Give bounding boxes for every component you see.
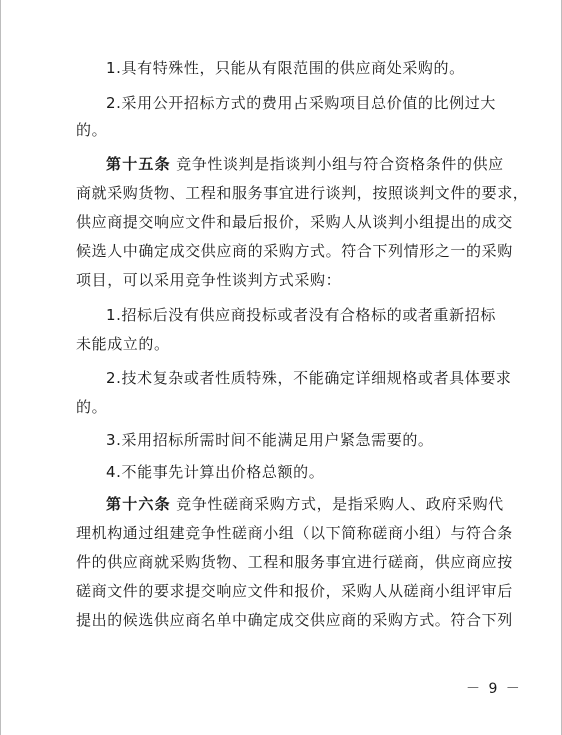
article-number: 第十五条 (106, 155, 171, 173)
text-line (76, 212, 513, 232)
text-segment: 候选人中确定成交供应商的采购方式。符合下列情形之一的采购 (76, 242, 513, 260)
text-line (76, 183, 528, 203)
text-line (76, 552, 513, 572)
text-line (106, 93, 496, 113)
text-line (76, 270, 341, 290)
text-line (106, 58, 465, 78)
text-line (76, 120, 107, 140)
text-segment: 磋商文件的要求提交响应文件和报价，采购人从磋商小组评审后 (76, 582, 513, 600)
text-segment: 的。 (76, 121, 108, 139)
article-heading-line (106, 494, 504, 514)
text-segment: 2.采用公开招标方式的费用占采购项目总价值的比例过大 (106, 94, 496, 112)
text-segment: 商就采购货物、工程和服务事宜进行谈判，按照谈判文件的要求， (76, 184, 529, 202)
text-segment: 1.招标后没有供应商投标或者没有合格标的或者重新招标 (106, 306, 496, 324)
text-segment: 提出的候选供应商名单中确定成交供应商的采购方式。符合下列 (76, 611, 513, 629)
text-line (76, 523, 513, 543)
text-segment: 竞争性磋商采购方式，是指采购人、政府采购代 (170, 495, 504, 513)
text-line (76, 397, 107, 417)
text-line (106, 430, 434, 450)
text-segment: 件的供应商就采购货物、工程和服务事宜进行磋商，供应商应按 (76, 553, 513, 571)
text-line (106, 462, 324, 482)
text-segment: 4.不能事先计算出价格总额的。 (106, 463, 325, 481)
text-segment: 竞争性谈判是指谈判小组与符合资格条件的供应 (170, 155, 504, 173)
text-segment: 供应商提交响应文件和最后报价，采购人从谈判小组提出的成交 (76, 213, 513, 231)
text-segment: 2.技术复杂或者性质特殊，不能确定详细规格或者具体要求 (106, 369, 512, 387)
text-segment: 项目，可以采用竞争性谈判方式采购： (76, 271, 342, 289)
text-line (76, 610, 513, 630)
text-segment: 3.采用招标所需时间不能满足用户紧急需要的。 (106, 431, 434, 449)
text-segment: 1.具有特殊性，只能从有限范围的供应商处采购的。 (106, 59, 465, 77)
text-segment: 理机构通过组建竞争性磋商小组（以下简称磋商小组）与符合条 (76, 524, 513, 542)
article-number: 第十六条 (106, 495, 171, 513)
page-number: － 9 － (466, 681, 522, 697)
text-line (76, 334, 170, 354)
text-segment: 未能成立的。 (76, 335, 170, 353)
text-line (76, 581, 513, 601)
article-heading-line (106, 154, 504, 174)
text-line (106, 305, 496, 325)
text-segment: 的。 (76, 398, 108, 416)
text-line (106, 368, 512, 388)
text-line (76, 241, 513, 261)
